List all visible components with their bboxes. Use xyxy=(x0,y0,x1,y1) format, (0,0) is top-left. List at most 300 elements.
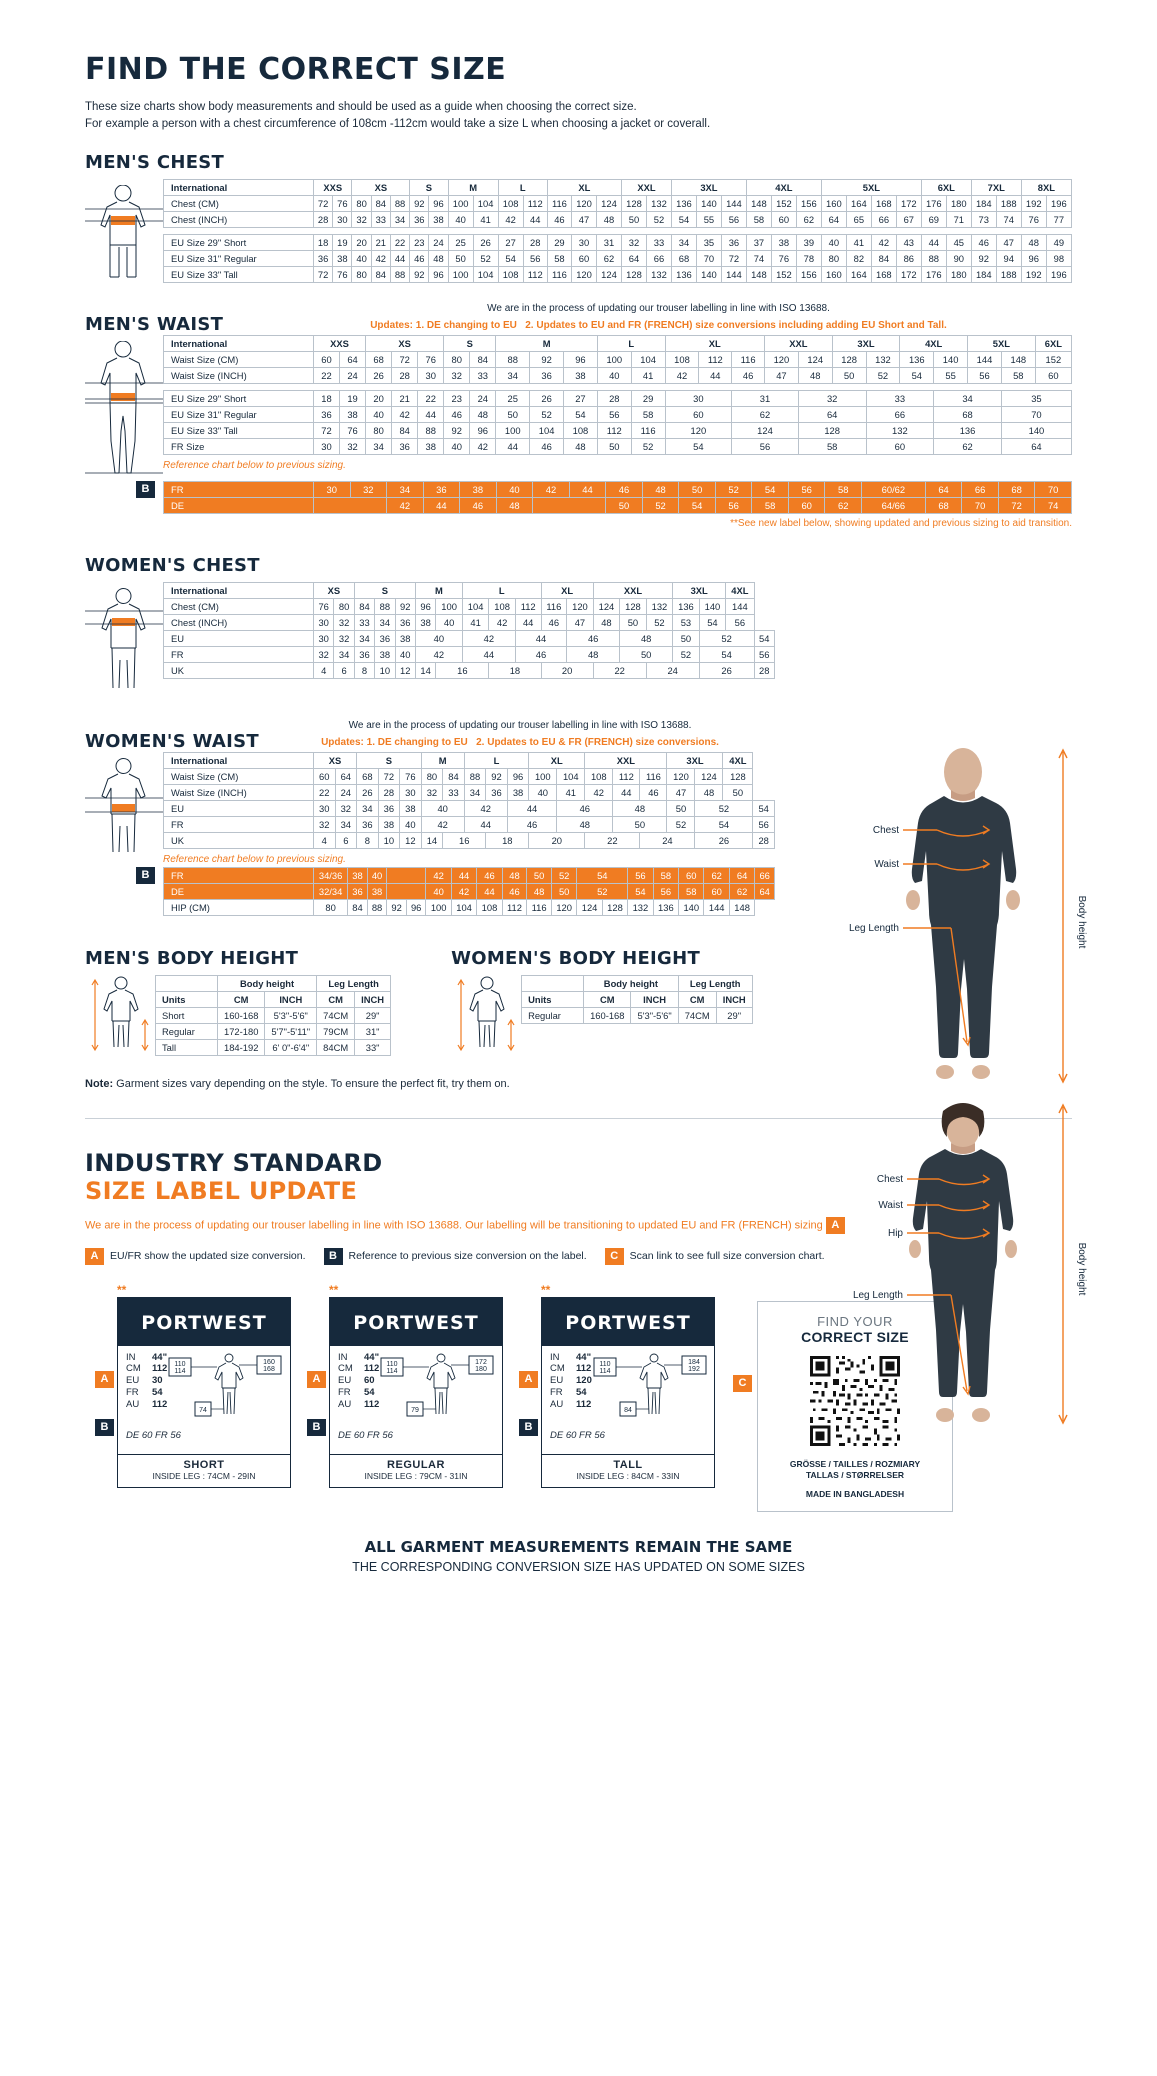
cell: 84 xyxy=(348,899,368,915)
row-label: DE xyxy=(164,497,314,513)
row-label: FR xyxy=(164,481,314,497)
cell: 32 xyxy=(350,481,387,497)
cell: 22 xyxy=(314,784,336,800)
cell: 34 xyxy=(671,234,696,250)
cell: 4 xyxy=(314,832,336,848)
cell: 80 xyxy=(334,598,354,614)
womens-waist-block xyxy=(85,752,775,867)
cell: 30 xyxy=(333,211,352,227)
table-row xyxy=(164,266,1072,282)
col-leg-length: Leg Length xyxy=(317,975,391,991)
cell: 32 xyxy=(314,816,336,832)
cell: 38 xyxy=(348,867,368,883)
row-label: FR xyxy=(164,867,314,883)
cell: 8 xyxy=(357,832,379,848)
updates-label: Updates: xyxy=(370,319,413,331)
cell: 168 xyxy=(871,266,896,282)
cell: 32 xyxy=(798,390,866,406)
label-inside-leg-2: INSIDE LEG : 79CM - 31IN xyxy=(364,1470,468,1481)
cell: 56 xyxy=(753,816,775,832)
cell: 72 xyxy=(378,768,400,784)
cell: 54 xyxy=(699,646,754,662)
de-row xyxy=(164,497,1072,513)
cell: 40 xyxy=(426,883,451,899)
cell: 128 xyxy=(622,195,647,211)
row-label: Chest (INCH) xyxy=(164,614,314,630)
cell: 112 xyxy=(523,266,547,282)
cell: 33 xyxy=(354,614,374,630)
cell: 44 xyxy=(507,800,557,816)
cell: 96 xyxy=(429,195,448,211)
cell: 192 xyxy=(1021,266,1046,282)
cell: 40 xyxy=(366,406,392,422)
cell: 116 xyxy=(541,598,567,614)
cell: 104 xyxy=(451,899,476,915)
badge-a-card-2: A xyxy=(307,1371,326,1388)
table-row xyxy=(164,390,1072,406)
cell: 52 xyxy=(577,883,628,899)
cell: 68 xyxy=(998,481,1035,497)
col-units: Units xyxy=(156,991,218,1007)
cell: 108 xyxy=(585,768,613,784)
cell: 22 xyxy=(390,234,409,250)
cell: 47 xyxy=(667,784,695,800)
cell: 67 xyxy=(896,211,921,227)
cell: 188 xyxy=(996,195,1021,211)
cell: 72 xyxy=(314,422,340,438)
cell: 176 xyxy=(921,266,946,282)
label-codes-3 xyxy=(550,1352,592,1424)
cell: 40 xyxy=(496,481,533,497)
row-label: EU Size 31" Regular xyxy=(164,406,314,422)
cell: 73 xyxy=(971,211,996,227)
cell: 176 xyxy=(921,195,946,211)
col-blank xyxy=(156,975,218,991)
qr-made-in: MADE IN BANGLADESH xyxy=(805,1488,905,1499)
cell: 100 xyxy=(496,422,530,438)
svg-text:184: 184 xyxy=(688,1358,700,1366)
cell: 34 xyxy=(464,784,486,800)
cell: 10 xyxy=(378,832,400,848)
cell: 30 xyxy=(418,367,444,383)
cell: 36 xyxy=(375,630,395,646)
spacer-row xyxy=(164,227,1072,234)
cell: 62 xyxy=(704,867,729,883)
cell: 38 xyxy=(415,614,435,630)
industry-title-2: SIZE LABEL UPDATE xyxy=(85,1176,358,1205)
cell: 80 xyxy=(821,250,846,266)
cell: 36 xyxy=(530,367,564,383)
cell: 50 xyxy=(551,883,576,899)
cell: 96 xyxy=(470,422,496,438)
cell: 88 xyxy=(390,195,409,211)
cell: 18 xyxy=(314,390,340,406)
cell: 29 xyxy=(547,234,571,250)
cell: 124 xyxy=(593,598,620,614)
womens-body-height-table xyxy=(521,975,753,1024)
cell: 148 xyxy=(746,266,771,282)
cell: 30 xyxy=(314,614,334,630)
cell: 68 xyxy=(366,351,392,367)
cell: 88 xyxy=(390,266,409,282)
cell: 53 xyxy=(673,614,700,630)
qr-title-2: CORRECT SIZE xyxy=(801,1328,909,1345)
code-value: 44" xyxy=(576,1351,592,1363)
svg-text:74: 74 xyxy=(199,1406,208,1414)
cell: 50 xyxy=(527,867,552,883)
legend-item-c xyxy=(605,1248,825,1265)
female-waist-figure xyxy=(85,752,163,858)
table-row xyxy=(164,768,775,784)
col-4xl: 4XL xyxy=(723,752,753,768)
cell: 35 xyxy=(1001,390,1071,406)
cell: 42 xyxy=(415,646,462,662)
col-6xl: 6XL xyxy=(921,179,971,195)
cell: 184 xyxy=(971,195,996,211)
cell: 60 xyxy=(866,438,934,454)
cell: 116 xyxy=(547,195,571,211)
cell: 48 xyxy=(613,800,667,816)
badge-a: A xyxy=(85,1248,104,1265)
cell: 120 xyxy=(665,422,732,438)
cell: 48 xyxy=(597,211,622,227)
mens-waist-table xyxy=(163,335,1072,455)
industry-intro-text: We are in the process of updating our trouser labelling in line with ISO 13688. Our labelling will be transitioning to updated EU and FR (FRENCH) sizing xyxy=(85,1218,823,1231)
cell: 56 xyxy=(628,867,653,883)
cell: 23 xyxy=(444,390,470,406)
cell: 50 xyxy=(667,800,695,816)
code-key: IN xyxy=(338,1351,348,1363)
cell: 136 xyxy=(900,351,934,367)
cell: 144 xyxy=(968,351,1002,367)
cell: 52 xyxy=(631,438,665,454)
cell: 35 xyxy=(696,234,721,250)
male-body-height-label: Body height xyxy=(1076,895,1087,949)
row-label: Waist Size (INCH) xyxy=(164,784,314,800)
cell: 64 xyxy=(798,406,866,422)
cell: 22 xyxy=(585,832,640,848)
cell: 164 xyxy=(846,195,871,211)
row-label: Tall xyxy=(156,1039,218,1055)
cell: 36 xyxy=(314,250,333,266)
code-value: 54 xyxy=(576,1387,587,1399)
col-s: S xyxy=(357,752,422,768)
cell: 50 xyxy=(832,367,866,383)
cell: 34 xyxy=(390,211,409,227)
col-xs: XS xyxy=(314,582,355,598)
qr-languages xyxy=(766,1459,944,1481)
label-stars-1: ** xyxy=(117,1282,127,1297)
col-cm2: CM xyxy=(678,991,716,1007)
mens-waist-legacy-table xyxy=(163,481,1072,514)
cell: 44 xyxy=(462,646,515,662)
cell: 46 xyxy=(557,800,613,816)
col-m: M xyxy=(415,582,462,598)
cell: 8 xyxy=(354,662,374,678)
label-de-fr-3: DE 60 FR 56 xyxy=(550,1429,605,1441)
cell: 42 xyxy=(464,800,507,816)
cell: 88 xyxy=(464,768,486,784)
table-header-row xyxy=(164,335,1072,351)
cell: 60 xyxy=(1035,367,1071,383)
code-key: CM xyxy=(550,1363,565,1375)
mens-chest-block xyxy=(85,179,1072,283)
cell: 108 xyxy=(564,422,598,438)
cell: 40 xyxy=(529,784,557,800)
cell: 66 xyxy=(962,481,999,497)
svg-text:84: 84 xyxy=(623,1406,632,1414)
cell: 71 xyxy=(946,211,971,227)
cell: 5'7"-5'11" xyxy=(265,1023,317,1039)
cell: 104 xyxy=(473,195,498,211)
col-body-height: Body height xyxy=(218,975,317,991)
cell: 80 xyxy=(352,195,371,211)
badge-a-card-1: A xyxy=(95,1371,114,1388)
cell: 52 xyxy=(866,367,900,383)
cell: 47 xyxy=(572,211,597,227)
cell: 76 xyxy=(314,598,334,614)
table-row xyxy=(164,784,775,800)
col-units: Units xyxy=(522,991,584,1007)
badge-c-card: C xyxy=(733,1375,752,1392)
cell: 36 xyxy=(486,784,508,800)
col-l: L xyxy=(597,335,665,351)
code-key: FR xyxy=(550,1387,563,1399)
table-row xyxy=(522,1007,753,1023)
cell: 60 xyxy=(314,768,336,784)
code-key: IN xyxy=(550,1351,560,1363)
label-fit-2: REGULAR xyxy=(387,1458,445,1471)
label-stars-2: ** xyxy=(329,1282,339,1297)
cell: 32 xyxy=(444,367,470,383)
cell: 39 xyxy=(796,234,821,250)
cell: 66 xyxy=(871,211,896,227)
cell: 100 xyxy=(529,768,557,784)
col-l: L xyxy=(464,752,529,768)
table-row xyxy=(164,646,775,662)
intro-line-1: These size charts show body measurements and should be used as a guide when choosing the correct size. xyxy=(85,101,637,113)
cell: 19 xyxy=(340,390,366,406)
cell: 22 xyxy=(418,390,444,406)
cell: 108 xyxy=(489,598,516,614)
cell: 14 xyxy=(421,832,443,848)
cell: 56 xyxy=(721,211,746,227)
cell: 40 xyxy=(436,614,463,630)
cell: 92 xyxy=(395,598,415,614)
label-footer-1 xyxy=(118,1454,290,1487)
update-2: 2. Updates to EU & FR (FRENCH) size conversions. xyxy=(476,736,719,748)
cell: 48 xyxy=(564,438,598,454)
mens-chest-title: MEN'S CHEST xyxy=(85,151,225,173)
cell: 6 xyxy=(335,832,357,848)
cell: 52 xyxy=(473,250,498,266)
cell: 50 xyxy=(613,816,667,832)
cell: 46 xyxy=(530,438,564,454)
cell: 41 xyxy=(631,367,665,383)
cell: 76 xyxy=(418,351,444,367)
row-label: EU xyxy=(164,630,314,646)
cell: 160 xyxy=(821,195,846,211)
cell: 42 xyxy=(387,497,424,513)
cell: 42 xyxy=(585,784,613,800)
cell: 42 xyxy=(489,614,516,630)
cell: 84 xyxy=(470,351,496,367)
cell: 42 xyxy=(498,211,523,227)
col-m: M xyxy=(421,752,464,768)
cell: 44 xyxy=(523,211,547,227)
cell: 120 xyxy=(551,899,576,915)
cell: 40 xyxy=(400,816,422,832)
col-s: S xyxy=(410,179,448,195)
code-key: AU xyxy=(550,1399,564,1410)
cell: 36 xyxy=(357,816,379,832)
cell: 54 xyxy=(628,883,653,899)
cell: 29" xyxy=(716,1007,752,1023)
cell: 56 xyxy=(788,481,825,497)
cell: 112 xyxy=(613,768,640,784)
row-label: HIP (CM) xyxy=(164,899,314,915)
cell: 38 xyxy=(375,646,395,662)
cell: 52 xyxy=(646,614,673,630)
male-leg-length-label: Leg Length xyxy=(848,923,899,934)
col-inch2: INCH xyxy=(716,991,752,1007)
label-inside-leg-3: INSIDE LEG : 84CM - 33IN xyxy=(576,1470,680,1481)
cell: 80 xyxy=(421,768,443,784)
cell: 64 xyxy=(755,883,775,899)
cell: 30 xyxy=(572,234,597,250)
cell: 36 xyxy=(395,614,415,630)
cell: 112 xyxy=(523,195,547,211)
womens-chest-block xyxy=(85,582,775,698)
col-5xl: 5XL xyxy=(821,179,921,195)
row-label: Waist Size (INCH) xyxy=(164,367,314,383)
label-card-tall xyxy=(519,1283,715,1488)
cell: 144 xyxy=(726,598,754,614)
table-header-row xyxy=(522,975,753,991)
table-row xyxy=(156,1023,391,1039)
col-xs: XS xyxy=(352,179,410,195)
label-fit-1: SHORT xyxy=(183,1458,225,1471)
label-box-1 xyxy=(117,1297,291,1488)
size-guide-page xyxy=(0,52,1157,1614)
mens-body-height-title: MEN'S BODY HEIGHT xyxy=(85,947,299,969)
cell: 48 xyxy=(695,784,723,800)
cell: 72 xyxy=(721,250,746,266)
male-chest-label: Chest xyxy=(872,825,899,836)
cell: 144 xyxy=(704,899,729,915)
cell: 94 xyxy=(996,250,1021,266)
col-blank xyxy=(522,975,584,991)
cell: 108 xyxy=(477,899,502,915)
cell: 60 xyxy=(788,497,825,513)
mens-waist-title: MEN'S WAIST xyxy=(85,313,224,335)
cell: 50 xyxy=(606,497,643,513)
cell: 30 xyxy=(314,800,336,816)
cell: 128 xyxy=(602,899,627,915)
table-row xyxy=(164,422,1072,438)
cell: 64 xyxy=(1001,438,1071,454)
col-xl: XL xyxy=(547,179,621,195)
cell: 54 xyxy=(752,481,789,497)
row-label: Regular xyxy=(522,1007,584,1023)
cell: 14 xyxy=(415,662,435,678)
cell: 132 xyxy=(866,351,900,367)
legend-text-a: EU/FR show the updated size conversion. xyxy=(110,1250,306,1262)
cell: 60 xyxy=(679,867,704,883)
cell: 46 xyxy=(567,630,620,646)
cell: 28 xyxy=(597,390,631,406)
industry-title-1: INDUSTRY STANDARD xyxy=(85,1148,383,1177)
cell: 112 xyxy=(699,351,732,367)
cell: 56 xyxy=(968,367,1002,383)
mens-waist-star-note: **See new label below, showing updated and previous sizing to aid transition. xyxy=(730,517,1072,529)
cell: 144 xyxy=(721,195,746,211)
cell: 40 xyxy=(367,867,387,883)
cell: 34/36 xyxy=(314,867,348,883)
cell: 168 xyxy=(871,195,896,211)
badge-a-inline: A xyxy=(826,1217,845,1234)
cell: 22 xyxy=(314,367,340,383)
cell: 116 xyxy=(640,768,667,784)
cell: 21 xyxy=(371,234,390,250)
cell: 100 xyxy=(448,195,473,211)
intro-text xyxy=(85,99,1072,134)
cell: 54 xyxy=(498,250,523,266)
cell: 58 xyxy=(653,867,678,883)
cell: 40 xyxy=(444,438,470,454)
cell: 140 xyxy=(679,899,704,915)
table-row xyxy=(164,351,1072,367)
table-row xyxy=(164,250,1072,266)
code-key: FR xyxy=(338,1387,351,1399)
cell: 184-192 xyxy=(218,1039,265,1055)
col-s: S xyxy=(444,335,496,351)
cell: 84 xyxy=(371,266,390,282)
code-value: 112 xyxy=(576,1363,592,1375)
cell: 76 xyxy=(333,195,352,211)
cell: 32/34 xyxy=(314,883,348,899)
table-row xyxy=(164,438,1072,454)
cell: 38 xyxy=(400,800,422,816)
cell: 88 xyxy=(375,598,395,614)
cell: 42 xyxy=(451,883,476,899)
table-row xyxy=(164,816,775,832)
row-label: Short xyxy=(156,1007,218,1023)
cell: 120 xyxy=(572,195,597,211)
cell: 54 xyxy=(577,867,628,883)
intro-line-2: For example a person with a chest circumference of 108cm -112cm would take a size L when choosing a jacket or coverall. xyxy=(85,118,711,131)
svg-text:180: 180 xyxy=(475,1365,488,1373)
mens-waist-update-line1 xyxy=(245,303,1072,314)
cell: 46 xyxy=(606,481,643,497)
cell: 164 xyxy=(846,266,871,282)
cell: 36 xyxy=(378,800,400,816)
cell: 54 xyxy=(564,406,598,422)
cell: 38 xyxy=(429,211,448,227)
cell: 96 xyxy=(507,768,529,784)
cell: 72 xyxy=(998,497,1035,513)
male-height-figure xyxy=(85,975,155,1055)
cell: 84 xyxy=(443,768,465,784)
cell: 70 xyxy=(696,250,721,266)
cell: 132 xyxy=(646,598,673,614)
cell: 4 xyxy=(314,662,334,678)
cell: 74CM xyxy=(678,1007,716,1023)
cell: 55 xyxy=(934,367,968,383)
cell: 26 xyxy=(530,390,564,406)
cell: 84 xyxy=(871,250,896,266)
col-leg-length: Leg Length xyxy=(678,975,752,991)
